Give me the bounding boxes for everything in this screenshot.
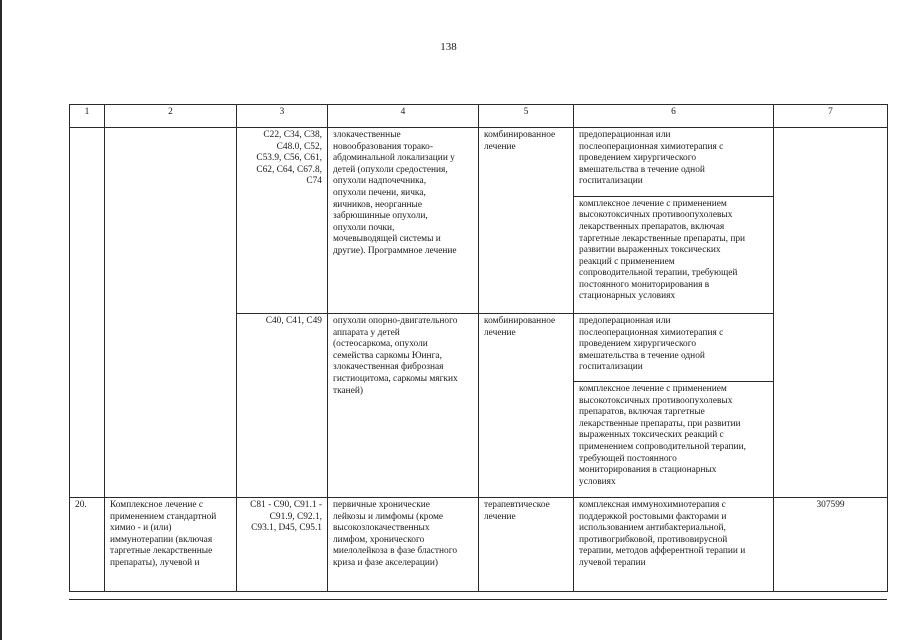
treatment-method-cell: комплексная иммунохимиотерапия с поддержкой ростовыми факторами и использованием антибактериальной, противогрибковой, противовирусной терапии, методов афферентной терапии и лучевой терапии (574, 498, 774, 592)
column-header: 2 (105, 105, 237, 128)
treatment-method-cell: предоперационная или послеоперационная химиотерапия с проведением хирургического вмешательства в течение одной госпитализации (574, 128, 774, 197)
treatment-type-cell: комбинированное лечение (479, 314, 574, 498)
table-bottom-border (69, 599, 887, 600)
row-number-cell (70, 128, 105, 498)
icd-codes-cell: С22, С34, С38, С48.0, С52, С53.9, С56, С61, С62, С64, С67.8, С74 (237, 128, 328, 314)
norm-cost-cell (774, 128, 888, 498)
table-header-row (70, 105, 888, 128)
row-number-cell: 20. (70, 498, 105, 592)
page-number: 138 (440, 41, 457, 53)
diagnosis-cell: опухоли опорно-двигательного аппарата у детей (остеосаркома, опухоли семейства саркомы Юинга, злокачественная фиброзная гистиоцитома, саркомы мягких тканей) (328, 314, 479, 498)
care-type-cell (105, 128, 237, 498)
treatment-method-cell: комплексное лечение с применением высокотоксичных противоопухолевых препаратов, включая таргетные лекарственные препараты, при развитии выраженных токсических реакций с применением сопроводительной терапии, требующей постоянного мониторирования в стационарных условиях (574, 382, 774, 498)
column-header: 7 (774, 105, 888, 128)
column-header: 4 (328, 105, 479, 128)
diagnosis-cell: первичные хронические лейкозы и лимфомы (кроме высокозлокачественных лимфом, хронического миелолейкоза в фазе бластного криза и фазе акселерации) (328, 498, 479, 592)
treatment-type-cell: комбинированное лечение (479, 128, 574, 314)
column-header: 6 (574, 105, 774, 128)
norm-cost-cell: 307599 (774, 498, 888, 592)
treatment-type-cell: терапевтическое лечение (479, 498, 574, 592)
treatment-method-cell: комплексное лечение с применением высокотоксичных противоопухолевых лекарственных препаратов, включая таргетные лекарственные препараты, при развитии выраженных токсических реакций с применением сопроводительной терапии, требующей постоянного мониторирования в стационарных условиях (574, 196, 774, 313)
column-header: 5 (479, 105, 574, 128)
column-header: 3 (237, 105, 328, 128)
diagnosis-cell: злокачественные новообразования торако- абдоминальной локализации у детей (опухоли средостения, опухоли надпочечника, опухоли печени, яичка, яичников, неорганные забрюшинные опухоли, опухоли почки, мочевыводящей системы и другие). Программное лечение (328, 128, 479, 314)
table-row (70, 128, 888, 197)
page-bottom-margin (69, 600, 897, 640)
icd-codes-cell: С40, С41, С49 (237, 314, 328, 498)
column-header: 1 (70, 105, 105, 128)
care-type-cell: Комплексное лечение с применением стандартной химио - и (или) иммунотерапии (включая таргетные лекарственные препараты), лучевой и (105, 498, 237, 592)
page-left-edge (0, 0, 2, 640)
tariff-table (69, 104, 888, 592)
icd-codes-cell: С81 - С90, С91.1 - С91.9, С92.1, С93.1, D45, С95.1 (237, 498, 328, 592)
treatment-method-cell: предоперационная или послеоперационная химиотерапия с проведением хирургического вмешательства в течение одной госпитализации (574, 314, 774, 382)
table-row (70, 498, 888, 592)
